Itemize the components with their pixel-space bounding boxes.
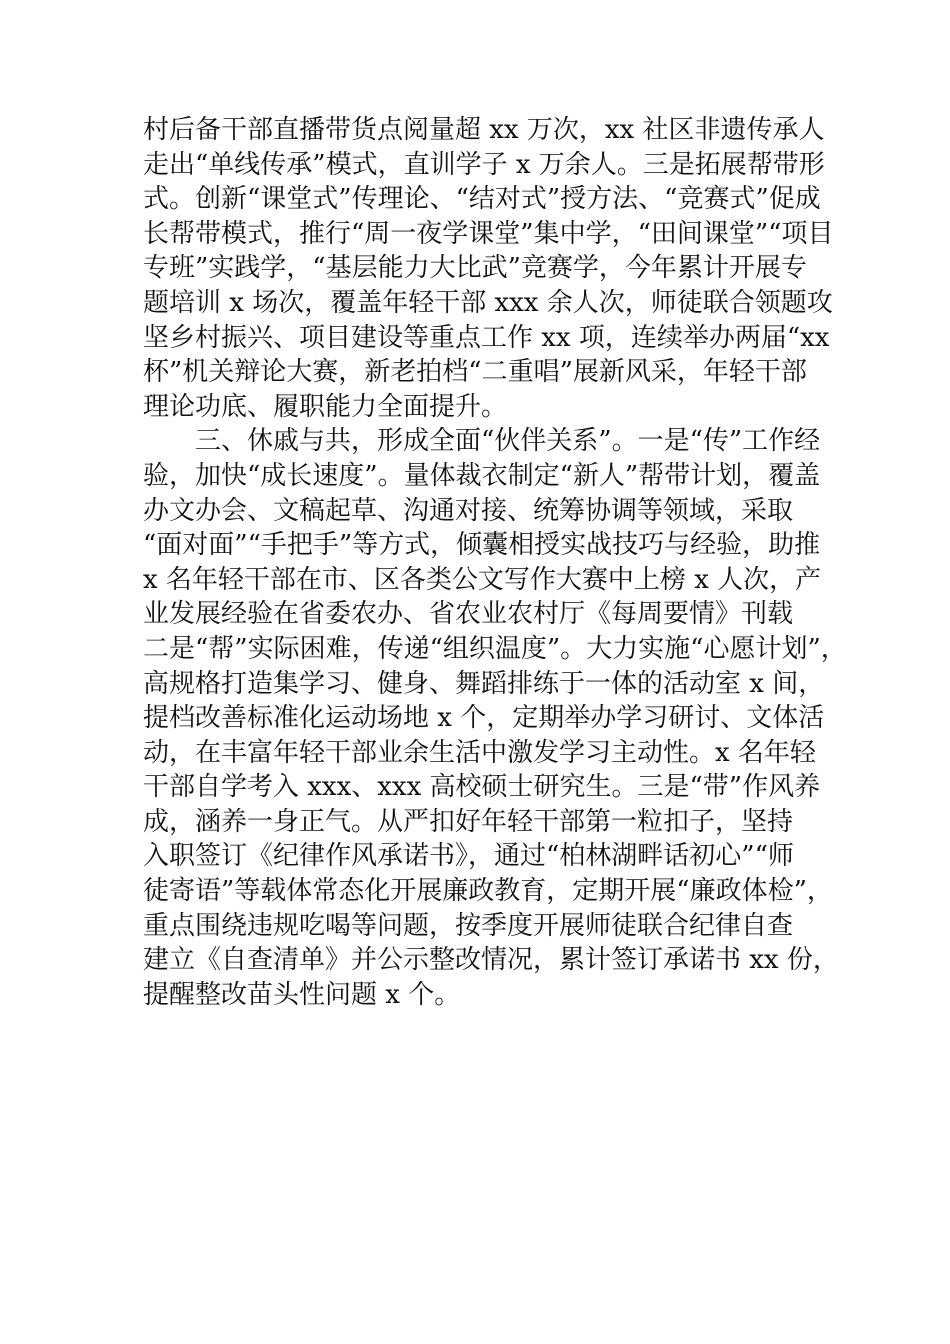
text-line: 徒寄语”等载体常态化开展廉政教育，定期开展“廉政体检”，: [143, 876, 833, 907]
text-line: 杯”机关辩论大赛，新老拍档“二重唱”展新风采，年轻干部: [143, 357, 807, 388]
text-line: 高规格打造集学习、健身、舞蹈排练于一体的活动室 x 间，: [143, 668, 825, 699]
text-line: 专班”实践学，“基层能力大比武”竞赛学，今年累计开展专: [143, 253, 807, 284]
text-line: 验，加快“成长速度”。量体裁衣制定“新人”帮带计划，覆盖: [143, 460, 821, 491]
text-line: 动，在丰富年轻干部业余生活中激发学习主动性。x 名年轻: [143, 737, 816, 768]
text-line: 提档改善标准化运动场地 x 个，定期举办学习研讨、文体活: [143, 703, 825, 734]
text-line: 入职签订《纪律作风承诺书》，通过“柏林湖畔话初心”“师: [143, 841, 794, 872]
text-line: 干部自学考入 xxx、xxx 高校硕士研究生。三是“带”作风养: [143, 772, 821, 803]
text-line: x 名年轻干部在市、区各类公文写作大赛中上榜 x 人次，产: [143, 564, 822, 595]
text-line: “面对面”“手把手”等方式，倾囊相授实战技巧与经验，助推: [143, 530, 821, 561]
text-line: 坚乡村振兴、项目建设等重点工作 xx 项，连续举办两届“xx: [143, 322, 830, 353]
text-line: 式。创新“课堂式”传理论、“结对式”授方法、“竞赛式”促成: [143, 184, 821, 215]
text-line: 重点围绕违规吃喝等问题，按季度开展师徒联合纪律自查: [143, 910, 794, 941]
text-line: 建立《自查清单》并公示整改情况，累计签订承诺书 xx 份，: [143, 945, 839, 976]
text-line: 走出“单线传承”模式，直训学子 x 万余人。三是拓展帮带形: [143, 149, 825, 180]
text-line: 二是“帮”实际困难，传递“组织温度”。大力实施“心愿计划”，: [143, 633, 847, 664]
document-body: [143, 113, 847, 1012]
text-line: 理论功底、履职能力全面提升。: [143, 391, 508, 422]
text-line: 题培训 x 场次，覆盖年轻干部 xxx 余人次，师徒联合领题攻: [143, 287, 833, 318]
text-line: 提醒整改苗头性问题 x 个。: [143, 979, 461, 1010]
text-line: 成，涵养一身正气。从严扣好年轻干部第一粒扣子，坚持: [143, 806, 794, 837]
text-line: 村后备干部直播带货点阅量超 xx 万次，xx 社区非遗传承人: [143, 115, 825, 145]
section-heading-line: 三、休戚与共，形成全面“伙伴关系”。一是“传”工作经: [195, 426, 821, 457]
text-line: 业发展经验在省委农办、省农业农村厅《每周要情》刊载: [143, 599, 794, 630]
text-line: 办文办会、文稿起草、沟通对接、统筹协调等领域，采取: [143, 495, 794, 526]
text-line: 长帮带模式，推行“周一夜学课堂”集中学，“田间课堂”“项目: [143, 218, 834, 249]
